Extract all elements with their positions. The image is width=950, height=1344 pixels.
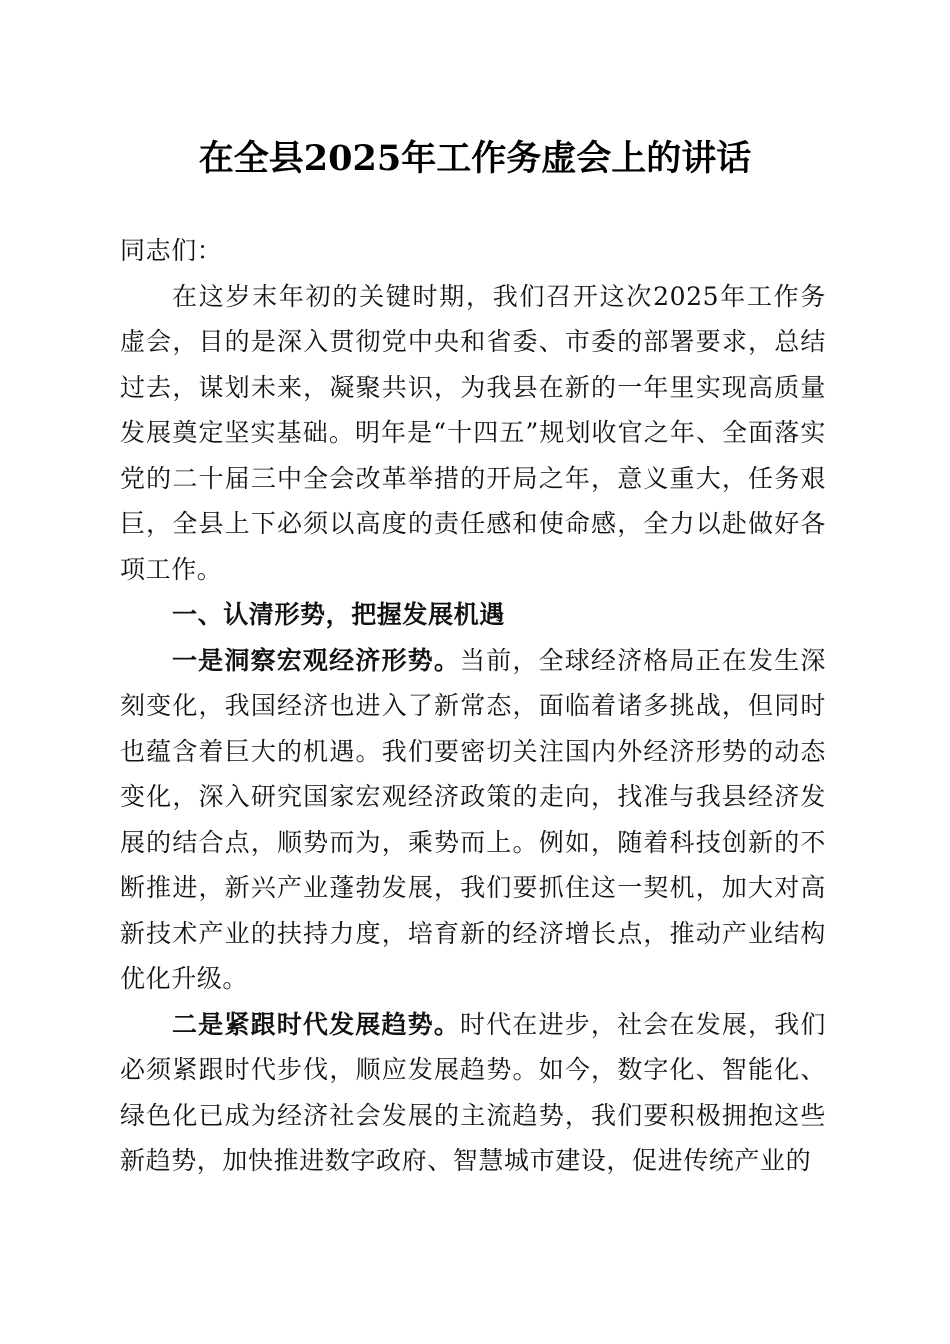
document-title: 在全县2025年工作务虚会上的讲话 <box>198 138 752 179</box>
document-body <box>120 228 826 1184</box>
intro-paragraph: 在这岁末年初的关键时期，我们召开这次2025年工作务虚会，目的是深入贯彻党中央和省委、市委的部署要求，总结过去，谋划未来，凝聚共识，为我县在新的一年里实现高质量发展奠定坚实基础。明年是“十四五”规划收官之年、全面落实党的二十届三中全会改革举措的开局之年，意义重大，任务艰巨，全县上下必须以高度的责任感和使命感，全力以赴做好各项工作。 <box>120 281 826 584</box>
point-2-text: 时代在进步，社会在发展，我们必须紧跟时代步伐，顺应发展趋势。如今，数字化、智能化、绿色化已成为经济社会发展的主流趋势，我们要积极拥抱这些新趋势，加快推进数字政府、智慧城市建设，促进传统产业的 <box>120 1009 826 1175</box>
section-heading: 一、认清形势，把握发展机遇 <box>172 600 505 629</box>
point-1-text: 当前，全球经济格局正在发生深刻变化，我国经济也进入了新常态，面临着诸多挑战，但同时也蕴含着巨大的机遇。我们要密切关注国内外经济形势的动态变化，深入研究国家宏观经济政策的走向，找准与我县经济发展的结合点，顺势而为，乘势而上。例如，随着科技创新的不断推进，新兴产业蓬勃发展，我们要抓住这一契机，加大对高新技术产业的扶持力度，培育新的经济增长点，推动产业结构优化升级。 <box>120 645 826 993</box>
paragraph-point-1 <box>120 638 826 1002</box>
point-1-lead: 一是洞察宏观经济形势。 <box>172 645 461 675</box>
salutation: 同志们： <box>120 236 223 265</box>
paragraph-point-2 <box>120 1002 826 1184</box>
point-2-lead: 二是紧跟时代发展趋势。 <box>172 1009 461 1039</box>
